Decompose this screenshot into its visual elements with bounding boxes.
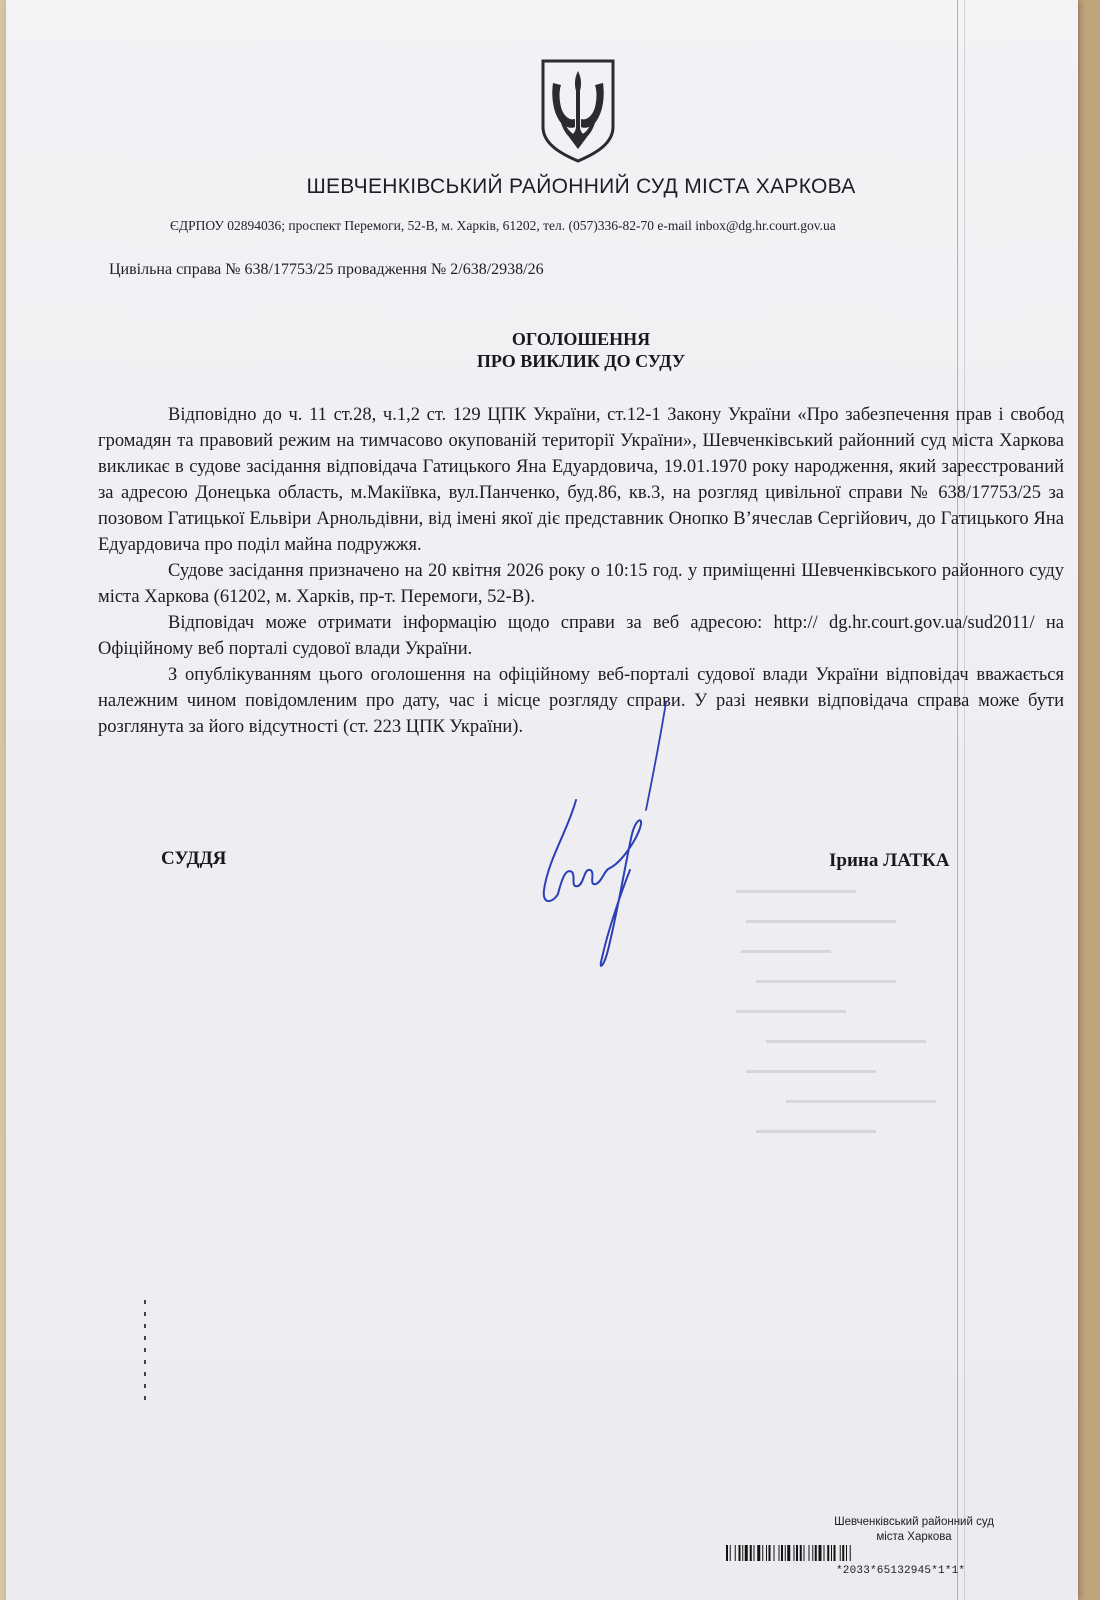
case-number-line: Цивільна справа № 638/17753/25 провадження № 2/638/2938/26 xyxy=(109,261,544,278)
barcode-bar xyxy=(757,1545,760,1561)
barcode-bar xyxy=(794,1545,795,1561)
handwritten-signature xyxy=(526,690,686,1000)
judge-name: Ірина ЛАТКА xyxy=(829,850,950,871)
barcode-bar xyxy=(842,1545,844,1561)
page-fold-line xyxy=(964,0,965,1600)
body-paragraph-web-info: Відповідач може отримати інформацію щодо справи за веб адресою: http:// dg.hr.court.gov.ua/sud2011/ на Офіційному веб порталі судової влади України. xyxy=(98,613,1064,659)
barcode-bar xyxy=(846,1545,847,1561)
barcode-bar xyxy=(766,1545,767,1561)
registry-stamp xyxy=(814,1515,1014,1545)
heading-line-2: ПРО ВИКЛИК ДО СУДУ xyxy=(476,351,686,371)
barcode-bar xyxy=(769,1545,771,1561)
registry-stamp-line-2: міста Харкова xyxy=(876,1531,952,1543)
judge-role-label: СУДДЯ xyxy=(161,848,227,869)
registry-stamp-line-1: Шевченківський районний суд xyxy=(834,1516,994,1528)
body-paragraph-hearing-date: Судове засідання призначено на 20 квітня 2026 року о 10:15 год. у приміщенні Шевченківського районного суду міста Харкова (61202, м. Харків, пр-т. Перемоги, 52-В). xyxy=(98,561,1064,607)
page-fold-line xyxy=(957,0,958,1600)
court-address: ЄДРПОУ 02894036; проспект Перемоги, 52-В, м. Харків, 61202, тел. (057)336-82-70 e-mail inbox@dg.hr.court.gov.ua xyxy=(170,218,836,233)
heading-line-1: ОГОЛОШЕННЯ xyxy=(511,329,651,349)
barcode-bar xyxy=(779,1545,780,1561)
barcode-bar xyxy=(754,1545,755,1561)
trident-coat-of-arms-icon xyxy=(539,57,617,163)
barcode-bar xyxy=(726,1545,728,1561)
barcode-bar xyxy=(815,1545,817,1561)
barcode-bar xyxy=(809,1545,810,1561)
barcode-bar xyxy=(850,1545,851,1561)
bleed-through-text xyxy=(726,880,956,1180)
barcode-bar xyxy=(840,1545,841,1561)
barcode-bar xyxy=(824,1545,825,1561)
barcode-bar xyxy=(827,1545,829,1561)
margin-perforation-marks xyxy=(142,1300,148,1410)
notice-heading xyxy=(356,328,806,372)
barcode-bar xyxy=(781,1545,783,1561)
barcode-bar xyxy=(785,1545,786,1561)
barcode-bar xyxy=(730,1545,731,1561)
barcode-bar xyxy=(834,1545,836,1561)
barcode-bar xyxy=(745,1545,748,1561)
barcode-bar xyxy=(762,1545,763,1561)
body-paragraph-legal-basis: Відповідно до ч. 11 ст.28, ч.1,2 ст. 129 ЦПК України, ст.12-1 Закону України «Про забезпечення прав і свобод громадян та правовий режим на тимчасово окупованій території України», Шевченківський районний суд міста Харкова викликає в судове засідання відповідача Гатицького Яна Едуардовича, 19.01.1970 року народження, який зареєстрований за адресою Донецька область, м.Макіївка, вул.Панченко, буд.86, кв.3, на розгляд цивільної справи № 638/17753/25 за позовом Гатицької Ельвіри Арнольдівни, від імені якої діє представник Онопко В’ячеслав Сергійович, до Гатицького Яна Едуардовича про поділ майна подружжя. xyxy=(98,405,1064,555)
barcode-bar xyxy=(735,1545,736,1561)
barcode-number: *2033*65132945*1*1* xyxy=(836,1565,966,1577)
barcode-bar xyxy=(750,1545,752,1561)
barcode-bar xyxy=(831,1545,832,1561)
barcode-bar xyxy=(804,1545,805,1561)
barcode-bar xyxy=(800,1545,802,1561)
court-title: ШЕВЧЕНКІВСЬКИЙ РАЙОННИЙ СУД МІСТА ХАРКОВА xyxy=(306,175,856,198)
document-page xyxy=(6,0,1078,1600)
barcode xyxy=(726,1545,986,1561)
barcode-bar xyxy=(819,1545,822,1561)
barcode-bar xyxy=(787,1545,790,1561)
barcode-bar xyxy=(812,1545,813,1561)
barcode-bar xyxy=(774,1545,775,1561)
barcode-bar xyxy=(742,1545,743,1561)
barcode-bar xyxy=(739,1545,741,1561)
barcode-bar xyxy=(796,1545,798,1561)
body-paragraph-publication: З опублікуванням цього оголошення на офіційному веб-порталі судової влади України відповідач вважається належним чином повідомленим про дату, час і місце розгляду справи. У разі неявки відповідача справа може бути розглянута за його відсутності (ст. 223 ЦПК України). xyxy=(98,665,1064,737)
